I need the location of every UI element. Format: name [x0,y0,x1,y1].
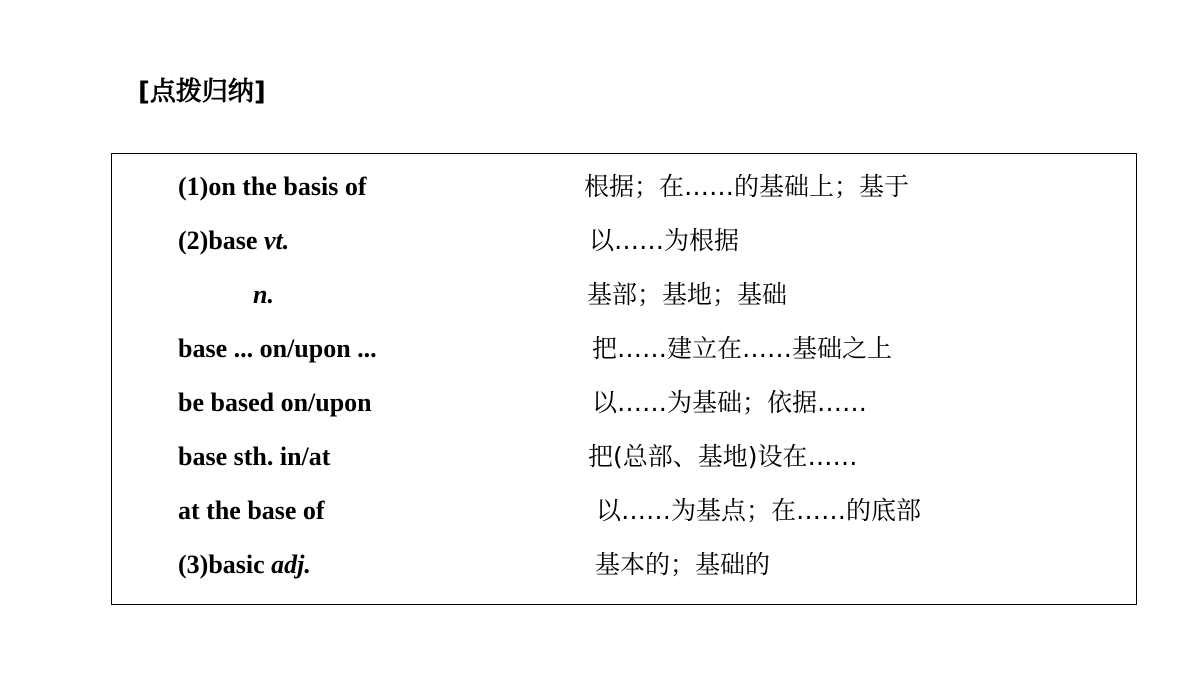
entry-term [178,167,367,207]
term-text: base sth. in/at [178,442,331,471]
term-text: (3)basic [178,550,272,579]
entry-term [178,221,289,261]
term-text: be based on/upon [178,388,372,417]
term-text: at the base of [178,496,325,525]
entry-row [112,221,1136,261]
entry-meaning: 基部；基地；基础 [587,280,788,309]
entry-row [112,329,1136,369]
term-text: base ... on/upon ... [178,334,377,363]
entry-meaning: 把……建立在……基础之上 [592,334,893,363]
section-heading: [点拨归纳] [138,77,266,107]
entry-term [178,491,325,531]
entry-term [178,437,330,477]
entry-row [112,275,1136,315]
entry-term [178,383,372,423]
entry-row [112,167,1136,207]
part-of-speech: vt. [263,226,290,255]
entry-meaning: 基本的；基础的 [595,550,771,579]
entry-term [178,329,377,369]
part-of-speech: n. [253,280,274,309]
term-text: (2)base [178,226,264,255]
entry-row [112,383,1136,423]
entry-row [112,545,1136,585]
entry-term [178,545,311,585]
entry-meaning: 以……为基点；在……的底部 [596,496,922,525]
entry-meaning: 根据；在……的基础上；基于 [584,172,910,201]
entry-meaning: 以……为基础；依据…… [592,388,868,417]
entry-row [112,437,1136,477]
entry-meaning: 把(总部、基地)设在…… [588,442,858,471]
entry-row [112,491,1136,531]
entry-term [253,275,274,315]
term-text: (1)on the basis of [178,172,367,201]
entry-meaning: 以……为根据 [589,226,740,255]
vocabulary-box [111,153,1137,605]
part-of-speech: adj. [271,550,311,579]
